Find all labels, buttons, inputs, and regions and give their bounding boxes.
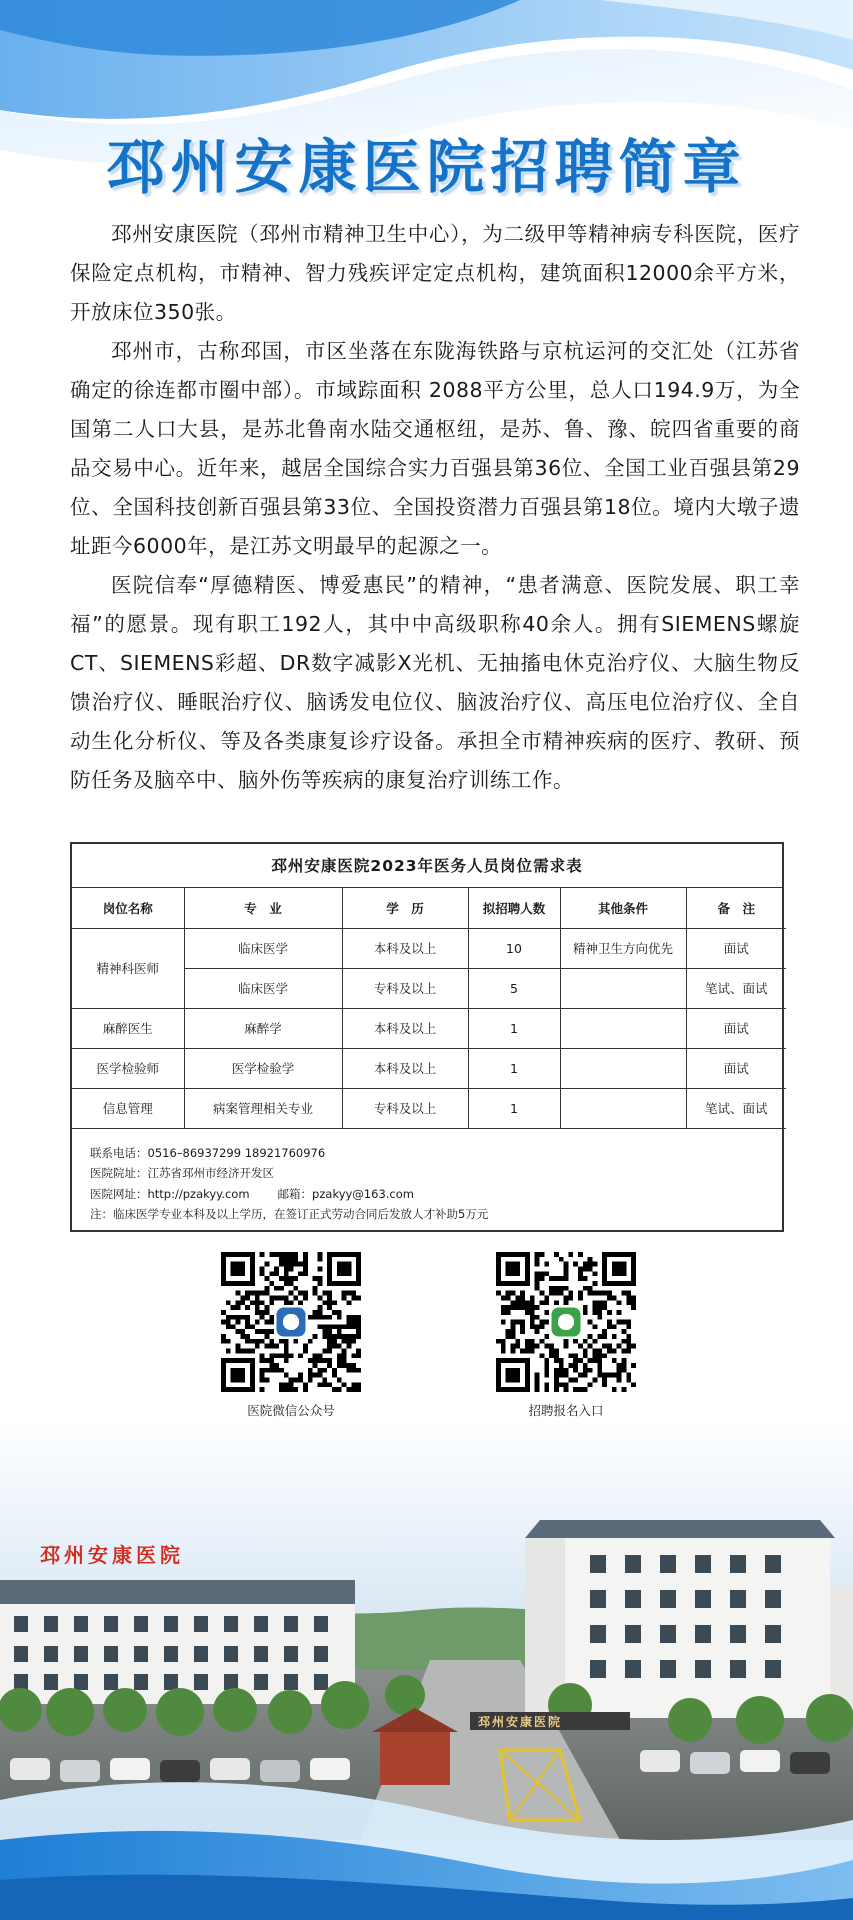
cell-other	[560, 968, 686, 1008]
contact-website[interactable]: 医院网址：http://pzakyy.com	[90, 1186, 250, 1201]
cell-education: 专科及以上	[342, 1088, 468, 1128]
intro-paragraph-city: 邳州市，古称邳国，市区坐落在东陇海铁路与京杭运河的交汇处（江苏省确定的徐连都市圈中部）。市域踪面积 2088平方公里，总人口194.9万，为全国第二人口大县，是苏北鲁南水陆交通枢纽，是苏、鲁、豫、皖四省重要的商品交易中心。近年来，越居全国综合实力百强县第36位、全国工业百强县第29位、全国科技创新百强县第33位、全国投资潜力百强县第18位。境内大墩子遗址距今6000年，是江苏文明最早的起源之一。	[70, 339, 800, 558]
cell-count: 1	[468, 1048, 560, 1088]
cell-other	[560, 1008, 686, 1048]
header-other: 其他条件	[560, 888, 686, 928]
qr-code-icon	[496, 1252, 636, 1392]
cell-major: 临床医学	[184, 968, 342, 1008]
cell-education: 本科及以上	[342, 928, 468, 968]
contact-web-email-line	[90, 1184, 782, 1205]
table-row	[72, 928, 786, 968]
cell-position: 信息管理	[72, 1088, 184, 1128]
cell-note: 面试	[686, 1008, 786, 1048]
cell-other: 精神卫生方向优先	[560, 928, 686, 968]
recruit-qr-code[interactable]	[496, 1252, 636, 1392]
cell-major: 病案管理相关专业	[184, 1088, 342, 1128]
bottom-wave-decoration	[0, 1760, 853, 1920]
cell-other	[560, 1048, 686, 1088]
cell-note: 面试	[686, 928, 786, 968]
contact-phone: 联系电话：0516–86937299 18921760976	[90, 1145, 326, 1160]
cell-other	[560, 1088, 686, 1128]
header-count: 拟招聘人数	[468, 888, 560, 928]
wechat-qr-code[interactable]	[221, 1252, 361, 1392]
cell-count: 5	[468, 968, 560, 1008]
cell-major: 医学检验学	[184, 1048, 342, 1088]
header-education: 学 历	[342, 888, 468, 928]
gate-sign: 邳州安康医院	[478, 1715, 563, 1729]
contact-address: 医院院址：江苏省邳州市经济开发区	[90, 1166, 274, 1180]
building-sign: 邳州安康医院	[40, 1543, 184, 1567]
cell-major: 临床医学	[184, 928, 342, 968]
table-row	[72, 1048, 786, 1088]
table-row	[72, 1088, 786, 1128]
table-title: 邳州安康医院2023年医务人员岗位需求表	[72, 844, 782, 888]
cell-count: 1	[468, 1088, 560, 1128]
intro-paragraph-hospital: 邳州安康医院（邳州市精神卫生中心），为二级甲等精神病专科医院，医疗保险定点机构，市精神、智力残疾评定定点机构，建筑面积12000余平方米，开放床位350张。	[70, 222, 800, 324]
cell-position: 医学检验师	[72, 1048, 184, 1088]
intro-text	[70, 215, 800, 800]
contact-email[interactable]: 邮箱：pzakyy@163.com	[277, 1186, 414, 1201]
header-note: 备 注	[686, 888, 786, 928]
cell-note: 笔试、面试	[686, 968, 786, 1008]
cell-count: 10	[468, 928, 560, 968]
jobs-table	[72, 888, 786, 1129]
cell-education: 本科及以上	[342, 1008, 468, 1048]
page-title: 邳州安康医院招聘简章	[106, 133, 747, 201]
wechat-qr-caption: 医院微信公众号	[247, 1403, 335, 1418]
contact-note: 注：临床医学专业本科及以上学历，在签订正式劳动合同后发放人才补助5万元	[90, 1207, 489, 1221]
recruit-qr-caption: 招聘报名入口	[528, 1403, 604, 1418]
cell-education: 本科及以上	[342, 1048, 468, 1088]
cell-note: 笔试、面试	[686, 1088, 786, 1128]
job-requirement-table	[70, 842, 784, 1232]
header-position: 岗位名称	[72, 888, 184, 928]
table-header-row	[72, 888, 786, 928]
intro-paragraph-equipment: 医院信奉“厚德精医、博爱惠民”的精神，“患者满意、医院发展、职工幸福”的愿景。现有职工192人，其中中高级职称40余人。拥有SIEMENS螺旋CT、SIEMENS彩超、DR数字减影X光机、无抽搐电休克治疗仪、大脑生物反馈治疗仪、睡眠治疗仪、脑诱发电位仪、脑波治疗仪、高压电位治疗仪、全自动生化分析仪、等及各类康复诊疗设备。承担全市精神疾病的医疗、教研、预防任务及脑卒中、脑外伤等疾病的康复治疗训练工作。	[70, 573, 800, 792]
table-row	[72, 1008, 786, 1048]
cell-count: 1	[468, 1008, 560, 1048]
cell-position: 麻醉医生	[72, 1008, 184, 1048]
cell-note: 面试	[686, 1048, 786, 1088]
header-major: 专 业	[184, 888, 342, 928]
qr-code-icon	[221, 1252, 361, 1392]
cell-position: 精神科医师	[72, 928, 184, 1008]
cell-major: 麻醉学	[184, 1008, 342, 1048]
cell-education: 专科及以上	[342, 968, 468, 1008]
contact-info	[72, 1129, 782, 1225]
